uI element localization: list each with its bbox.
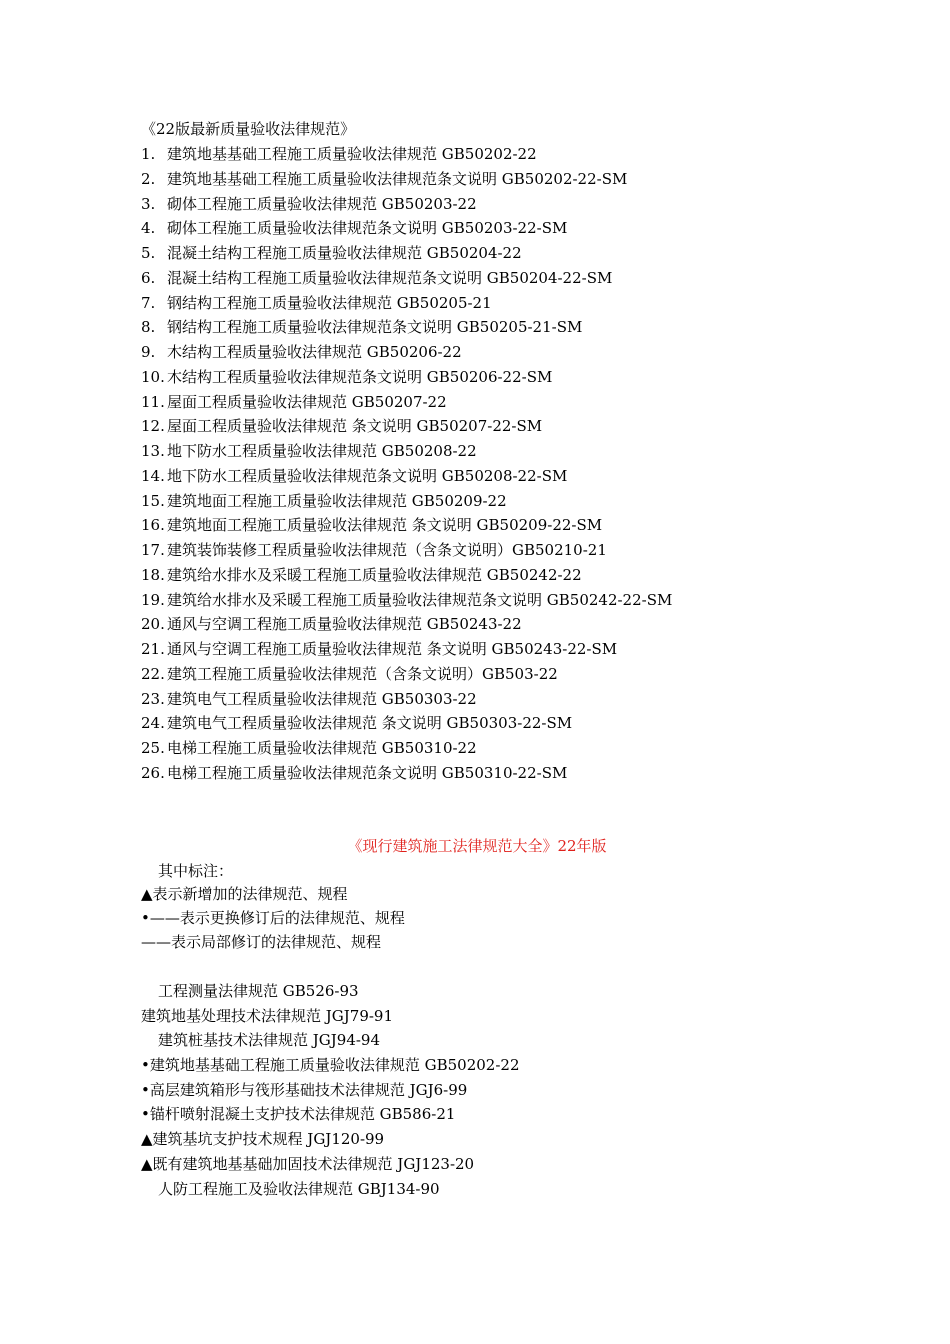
list-item-text: 建筑电气工程质量验收法律规范 条文说明 GB50303-22-SM xyxy=(167,714,573,733)
list-item xyxy=(141,467,567,485)
list-item-text: 钢结构工程施工质量验收法律规范条文说明 GB50205-21-SM xyxy=(167,318,583,337)
list-item xyxy=(141,244,522,262)
list-item-text: 屋面工程质量验收法律规范 条文说明 GB50207-22-SM xyxy=(167,417,543,436)
list-item-text: 建筑装饰装修工程质量验收法律规范（含条文说明）GB50210-21 xyxy=(167,541,607,559)
list-item-number: 1. xyxy=(141,145,156,163)
list-item xyxy=(141,665,558,683)
note-replaced: •——表示更换修订后的法律规范、规程 xyxy=(141,909,405,927)
list-item xyxy=(141,170,627,188)
standard-item: ▲既有建筑地基基础加固技术法律规范 JGJ123-20 xyxy=(141,1155,475,1173)
list-item xyxy=(141,343,462,361)
list-item-number: 16. xyxy=(141,516,165,535)
list-item-number: 14. xyxy=(141,466,165,485)
standard-item: •建筑地基基础工程施工质量验收法律规范 GB50202-22 xyxy=(141,1056,520,1074)
list-item xyxy=(141,591,672,609)
list-item-text: 砌体工程施工质量验收法律规范 GB50203-22 xyxy=(167,194,477,213)
list-item-text: 钢结构工程施工质量验收法律规范 GB50205-21 xyxy=(167,293,492,312)
list-item-number: 6. xyxy=(141,268,156,287)
standard-item: •锚杆喷射混凝土支护技术法律规范 GB586-21 xyxy=(141,1105,456,1123)
doc-title: 《22版最新质量验收法律规范》 xyxy=(141,120,356,138)
list-item-number: 24. xyxy=(141,714,165,733)
note-new: ▲表示新增加的法律规范、规程 xyxy=(141,885,348,903)
list-item-text: 建筑地面工程施工质量验收法律规范 GB50209-22 xyxy=(167,491,507,510)
list-item-number: 9. xyxy=(141,343,156,361)
list-item-text: 地下防水工程质量验收法律规范 GB50208-22 xyxy=(167,442,477,460)
list-item xyxy=(141,690,477,708)
list-item xyxy=(141,145,537,163)
list-item-number: 19. xyxy=(141,590,165,609)
list-item xyxy=(141,393,447,411)
standard-item: 建筑地基处理技术法律规范 JGJ79-91 xyxy=(141,1007,394,1025)
list-item-text: 建筑地基基础工程施工质量验收法律规范条文说明 GB50202-22-SM xyxy=(167,169,628,188)
list-item xyxy=(141,516,602,534)
list-item xyxy=(141,640,617,658)
list-item xyxy=(141,566,582,584)
list-item-text: 混凝土结构工程施工质量验收法律规范条文说明 GB50204-22-SM xyxy=(167,268,613,287)
list-item-text: 木结构工程质量验收法律规范 GB50206-22 xyxy=(167,343,462,361)
list-item xyxy=(141,739,477,757)
list-item-number: 26. xyxy=(141,763,165,782)
list-item-number: 4. xyxy=(141,219,156,238)
standard-item: •高层建筑箱形与筏形基础技术法律规范 JGJ6-99 xyxy=(141,1081,468,1099)
list-item-number: 20. xyxy=(141,615,165,634)
list-item-text: 电梯工程施工质量验收法律规范条文说明 GB50310-22-SM xyxy=(167,763,568,782)
list-item-text: 通风与空调工程施工质量验收法律规范 条文说明 GB50243-22-SM xyxy=(167,640,618,658)
list-item-number: 15. xyxy=(141,491,165,510)
list-item-text: 木结构工程质量验收法律规范条文说明 GB50206-22-SM xyxy=(167,367,553,386)
list-item-number: 17. xyxy=(141,541,165,559)
list-item-number: 12. xyxy=(141,417,165,436)
standard-item: ▲建筑基坑支护技术规程 JGJ120-99 xyxy=(141,1130,385,1148)
list-item-text: 地下防水工程质量验收法律规范条文说明 GB50208-22-SM xyxy=(167,466,568,485)
list-item-number: 13. xyxy=(141,442,165,460)
standard-item: 工程测量法律规范 GB526-93 xyxy=(158,982,359,1000)
list-item-number: 2. xyxy=(141,169,156,188)
list-item xyxy=(141,269,612,287)
list-item xyxy=(141,492,507,510)
list-item-number: 8. xyxy=(141,318,156,337)
list-item xyxy=(141,219,567,237)
list-item-text: 建筑电气工程质量验收法律规范 GB50303-22 xyxy=(167,689,477,708)
list-item-text: 建筑给水排水及采暖工程施工质量验收法律规范条文说明 GB50242-22-SM xyxy=(167,590,673,609)
list-item-text: 建筑地基基础工程施工质量验收法律规范 GB50202-22 xyxy=(167,145,537,163)
list-item xyxy=(141,442,477,460)
list-item-number: 10. xyxy=(141,367,165,386)
list-item-number: 3. xyxy=(141,194,156,213)
list-item-text: 建筑地面工程施工质量验收法律规范 条文说明 GB50209-22-SM xyxy=(167,516,603,535)
list-item xyxy=(141,615,522,633)
standard-item: 人防工程施工及验收法律规范 GBJ134-90 xyxy=(158,1180,440,1198)
notes-intro: 其中标注： xyxy=(158,862,234,880)
list-item-text: 屋面工程质量验收法律规范 GB50207-22 xyxy=(167,392,447,411)
list-item xyxy=(141,294,492,312)
list-item xyxy=(141,318,582,336)
list-item-text: 混凝土结构工程施工质量验收法律规范 GB50204-22 xyxy=(167,244,522,262)
list-item xyxy=(141,764,567,782)
list-item-number: 21. xyxy=(141,640,165,658)
standard-item: 建筑桩基技术法律规范 JGJ94-94 xyxy=(158,1031,381,1049)
list-item xyxy=(141,714,572,732)
list-item-number: 7. xyxy=(141,293,156,312)
note-partial: ——表示局部修订的法律规范、规程 xyxy=(141,933,382,951)
list-item-number: 25. xyxy=(141,739,165,757)
list-item-number: 11. xyxy=(141,392,165,411)
list-item-text: 通风与空调工程施工质量验收法律规范 GB50243-22 xyxy=(167,615,522,634)
list-item-text: 建筑给水排水及采暖工程施工质量验收法律规范 GB50242-22 xyxy=(167,565,582,584)
list-item xyxy=(141,417,542,435)
list-item-number: 22. xyxy=(141,664,165,683)
list-item-number: 18. xyxy=(141,565,165,584)
list-item-text: 砌体工程施工质量验收法律规范条文说明 GB50203-22-SM xyxy=(167,219,568,238)
list-item-text: 建筑工程施工质量验收法律规范（含条文说明）GB503-22 xyxy=(167,664,558,683)
section-title: 《现行建筑施工法律规范大全》22年版 xyxy=(347,837,607,855)
list-item xyxy=(141,195,477,213)
list-item-number: 5. xyxy=(141,244,156,262)
list-item-text: 电梯工程施工质量验收法律规范 GB50310-22 xyxy=(167,739,477,757)
list-item-number: 23. xyxy=(141,689,165,708)
list-item xyxy=(141,368,552,386)
list-item xyxy=(141,541,607,559)
